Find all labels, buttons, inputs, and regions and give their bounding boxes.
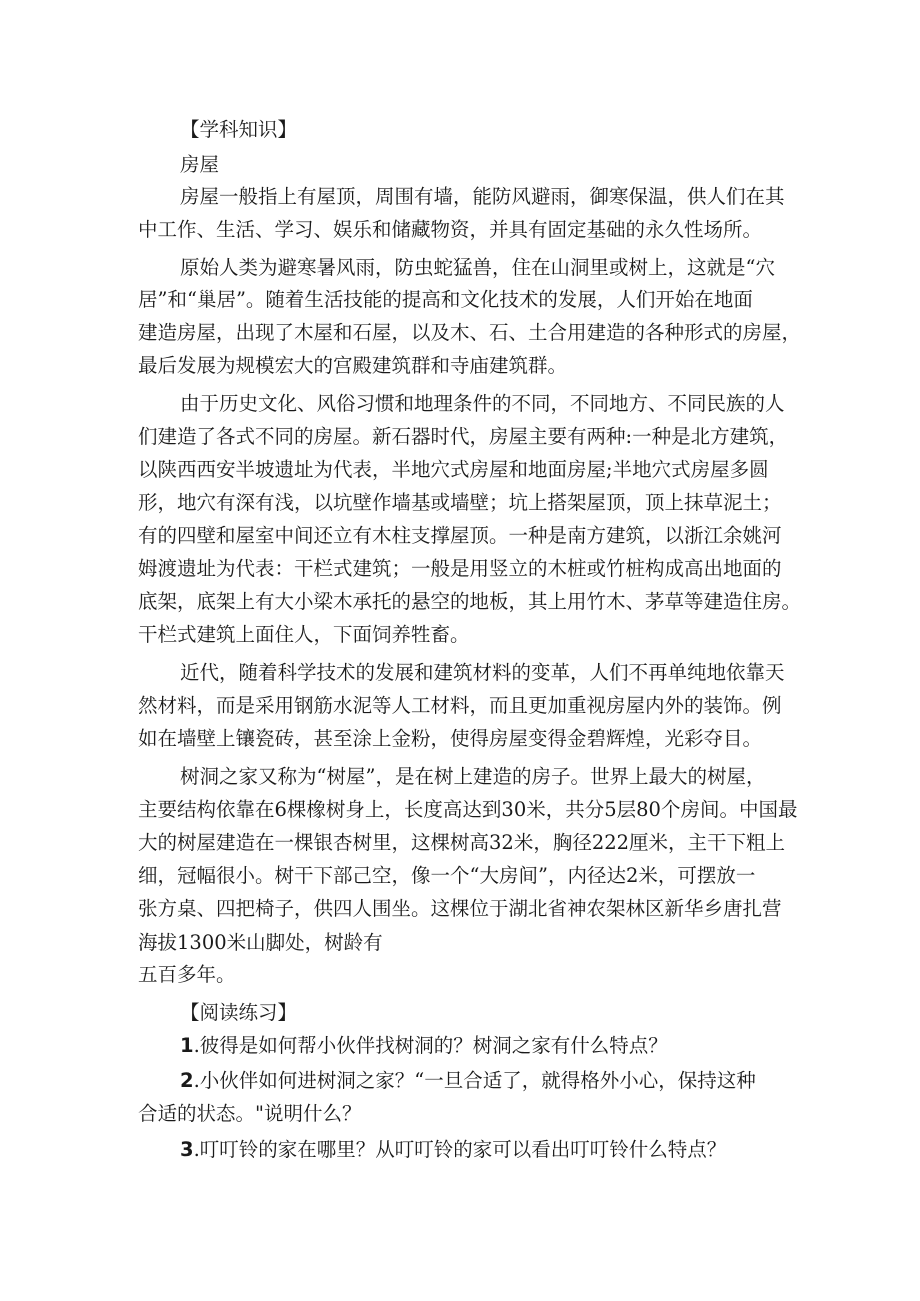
paragraph-5-line-6: 海拔1300米山脚处，树龄有 <box>138 931 383 954</box>
paragraph-1-line-1: 房屋一般指上有屋顶，周围有墙，能防风避雨，御寒保温，供人们在其 <box>180 185 785 208</box>
question-1 <box>180 1031 668 1061</box>
paragraph-3-line-3: 以陕西西安半坡遗址为代表，半地穴式房屋和地面房屋;半地穴式房屋多圆 <box>138 458 769 481</box>
section-heading-reading-practice: 【阅读练习】 <box>180 1001 298 1024</box>
paragraph-3-line-2: 们建造了各式不同的房屋。新石器时代，房屋主要有两种:一种是北方建筑， <box>138 425 789 448</box>
question-number: 1 <box>180 1034 194 1057</box>
paragraph-3-line-4: 形，地穴有深有浅，以坑壁作墙基或墙壁；坑上搭架屋顶，顶上抹草泥土； <box>138 491 782 514</box>
question-2-continuation: 合适的状态。"说明什么？ <box>138 1102 362 1125</box>
paragraph-3-line-6: 姆渡遗址为代表：干栏式建筑；一般是用竖立的木桩或竹桩构成高出地面的 <box>138 557 782 580</box>
paragraph-2-line-3: 建造房屋，出现了木屋和石屋，以及木、石、土合用建造的各种形式的房屋， <box>138 321 802 344</box>
paragraph-3-line-7: 底架，底架上有大小梁木承托的悬空的地板，其上用竹木、茅草等建造住房。 <box>138 590 802 613</box>
question-text: .彼得是如何帮小伙伴找树洞的？树洞之家有什么特点？ <box>193 1034 668 1057</box>
question-text: .小伙伴如何进树洞之家？“一旦合适了，就得格外小心，保持这种 <box>193 1069 756 1092</box>
paragraph-2-line-1: 原始人类为避寒暑风雨，防虫蛇猛兽，住在山洞里或树上，这就是“穴 <box>180 256 775 279</box>
paragraph-2-line-2: 居”和“巢居”。随着生活技能的提高和文化技术的发展，人们开始在地面 <box>138 288 753 311</box>
paragraph-5-line-4: 细，冠幅很小。树干下部己空，像一个“大房间”，内径达2米，可摆放一 <box>138 864 756 887</box>
paragraph-4-line-3: 如在墙壁上镶瓷砖，甚至涂上金粉，使得房屋变得金碧辉煌，光彩夺目。 <box>138 727 763 750</box>
question-number: 3 <box>180 1138 194 1161</box>
paragraph-5-line-3: 大的树屋建造在一棵银杏树里，这棵树高32米，胸径222厘米，主干下粗上 <box>138 831 786 854</box>
question-text: .叮叮铃的家在哪里？从叮叮铃的家可以看出叮叮铃什么特点？ <box>193 1138 727 1161</box>
article-title: 房屋 <box>180 153 220 176</box>
paragraph-5-line-7: 五百多年。 <box>138 963 236 986</box>
paragraph-3-line-5: 有的四壁和屋室中间还立有木柱支撑屋顶。一种是南方建筑，以浙江余姚河 <box>138 524 782 547</box>
paragraph-2-line-4: 最后发展为规模宏大的宫殿建筑群和寺庙建筑群。 <box>138 354 568 377</box>
question-number: 2 <box>180 1069 194 1092</box>
paragraph-3-line-8: 干栏式建筑上面住人，下面饲养牲畜。 <box>138 623 470 646</box>
paragraph-4-line-1: 近代，随着科学技术的发展和建筑材料的变革，人们不再单纯地依靠天 <box>180 661 785 684</box>
paragraph-1-line-2: 中工作、生活、学习、娱乐和储藏物资，并具有固定基础的永久性场所。 <box>138 218 763 241</box>
question-2 <box>180 1066 756 1096</box>
paragraph-4-line-2: 然材料，而是采用钢筋水泥等人工材料，而且更加重视房屋内外的装饰。例 <box>138 694 782 717</box>
question-3 <box>180 1135 726 1165</box>
paragraph-5-line-2: 主要结构依靠在6棵橡树身上，长度高达到30米，共分5层80个房间。中国最 <box>138 798 798 821</box>
paragraph-3-line-1: 由于历史文化、风俗习惯和地理条件的不同，不同地方、不同民族的人 <box>180 392 785 415</box>
paragraph-5-line-1: 树洞之家又称为“树屋”，是在树上建造的房子。世界上最大的树屋， <box>180 765 766 788</box>
section-heading-subject-knowledge: 【学科知识】 <box>180 118 298 141</box>
paragraph-5-line-5: 张方桌、四把椅子，供四人围坐。这棵位于湖北省神农架林区新华乡唐扎营 <box>138 897 782 920</box>
